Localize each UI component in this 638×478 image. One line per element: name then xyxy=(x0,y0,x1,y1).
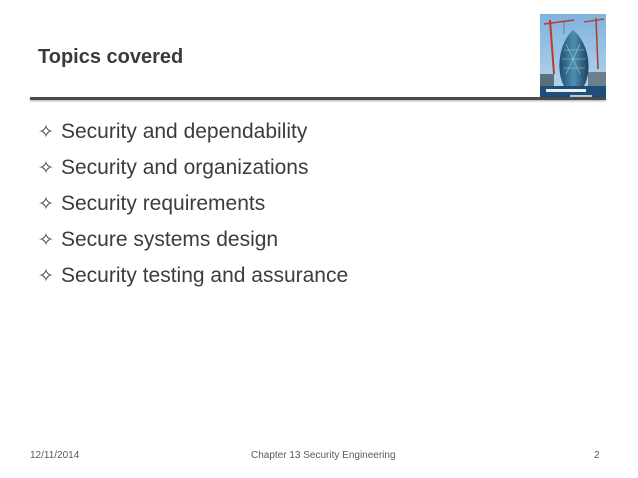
bullet-item xyxy=(38,186,348,222)
bullet-item xyxy=(38,222,348,258)
bullet-item xyxy=(38,258,348,294)
slide-title: Topics covered xyxy=(38,46,184,68)
bullet-item xyxy=(38,114,348,150)
bullet-text: Security and dependability xyxy=(61,120,308,143)
footer-date: 12/11/2014 xyxy=(30,450,80,461)
footer-chapter: Chapter 13 Security Engineering xyxy=(251,450,396,461)
star-bullet-icon: ✧ xyxy=(38,265,54,287)
bullet-text: Security and organizations xyxy=(61,156,309,179)
star-bullet-icon: ✧ xyxy=(38,121,54,143)
star-bullet-icon: ✧ xyxy=(38,157,54,179)
bullet-list xyxy=(38,114,348,294)
footer-page-number: 2 xyxy=(594,450,600,461)
title-divider xyxy=(30,97,606,100)
bullet-text: Security requirements xyxy=(61,192,266,215)
star-bullet-icon: ✧ xyxy=(38,229,54,251)
bullet-text: Security testing and assurance xyxy=(61,264,349,287)
bullet-text: Secure systems design xyxy=(61,228,279,251)
star-bullet-icon: ✧ xyxy=(38,193,54,215)
book-cover-image xyxy=(540,14,606,100)
bullet-item xyxy=(38,150,348,186)
